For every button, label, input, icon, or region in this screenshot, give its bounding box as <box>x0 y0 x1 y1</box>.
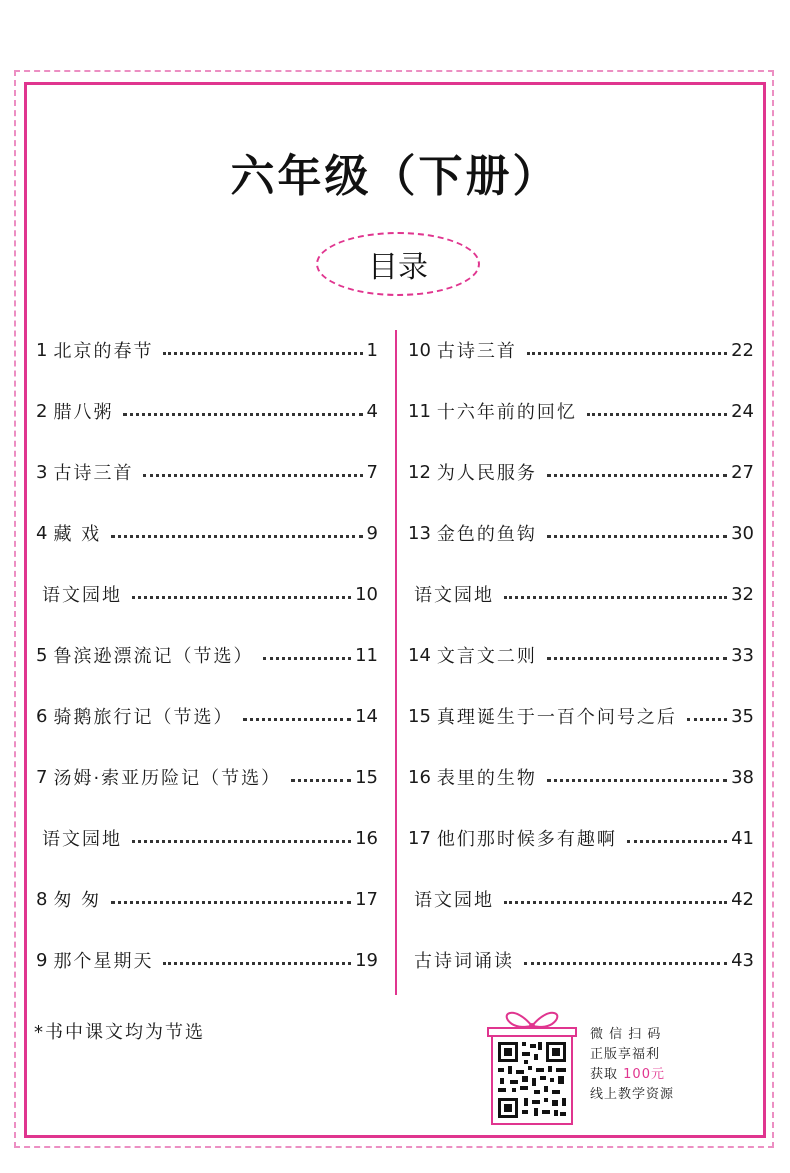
dot-leader <box>587 413 727 416</box>
dot-leader <box>132 596 351 599</box>
qr-code-icon <box>484 1002 580 1128</box>
toc-entry-page: 30 <box>731 522 754 544</box>
toc-entry-title: 古诗词诵读 <box>414 951 514 972</box>
toc-entry-page: 22 <box>731 339 754 361</box>
dot-leader <box>163 962 351 965</box>
toc-entry-page: 19 <box>355 949 378 971</box>
toc-entry[interactable]: 15 真理诞生于一百个问号之后 35 <box>408 696 754 736</box>
dot-leader <box>263 657 351 660</box>
toc-entry[interactable]: 12 为人民服务 27 <box>408 452 754 492</box>
toc-entry[interactable] <box>36 574 378 614</box>
toc-entry[interactable]: 2 腊八粥 4 <box>36 391 378 431</box>
toc-entry-title: 语文园地 <box>42 829 122 850</box>
toc-entry[interactable]: 8 匆 匆 17 <box>36 879 378 919</box>
dot-leader <box>504 596 727 599</box>
toc-entry-title: 腊八粥 <box>53 402 114 423</box>
toc-entry-title: 骑鹅旅行记（节选） <box>53 707 234 728</box>
toc-entry-title: 语文园地 <box>42 585 122 606</box>
toc-entry[interactable]: 13 金色的鱼钩 30 <box>408 513 754 553</box>
toc-entry-page: 4 <box>366 400 378 422</box>
dot-leader <box>547 474 727 477</box>
dot-leader <box>163 352 362 355</box>
toc-entry-page: 17 <box>355 888 378 910</box>
toc-entry-page: 9 <box>366 522 378 544</box>
toc-entry-title: 十六年前的回忆 <box>436 402 577 423</box>
toc-entry-title: 为人民服务 <box>436 463 537 484</box>
toc-entry[interactable]: 14 文言文二则 33 <box>408 635 754 675</box>
toc-entry-page: 32 <box>731 583 754 605</box>
dot-leader <box>132 840 351 843</box>
footnote: *书中课文均为节选 <box>34 1022 205 1043</box>
toc-entry-title: 金色的鱼钩 <box>436 524 537 545</box>
toc-entry-page: 16 <box>355 827 378 849</box>
gift-qr-box <box>484 1002 580 1128</box>
dot-leader <box>547 657 727 660</box>
dot-leader <box>547 535 727 538</box>
toc-entry[interactable]: 4 藏 戏 9 <box>36 513 378 553</box>
dot-leader <box>504 901 727 904</box>
toc-entry-title: 语文园地 <box>414 890 494 911</box>
toc-entry-title: 古诗三首 <box>436 341 517 362</box>
dot-leader <box>527 352 727 355</box>
toc-entry-title: 表里的生物 <box>436 768 537 789</box>
dot-leader <box>291 779 351 782</box>
toc-entry-title: 北京的春节 <box>53 341 154 362</box>
toc-entry-title: 鲁滨逊漂流记（节选） <box>53 646 254 667</box>
toc-entry-page: 11 <box>355 644 378 666</box>
toc-entry-page: 24 <box>731 400 754 422</box>
toc-entry-page: 42 <box>731 888 754 910</box>
toc-entry-title: 藏 戏 <box>53 524 102 545</box>
toc-entry-page: 7 <box>366 461 378 483</box>
toc-entry[interactable]: 16 表里的生物 38 <box>408 757 754 797</box>
dot-leader <box>111 535 362 538</box>
dot-leader <box>687 718 727 721</box>
column-divider <box>395 330 397 995</box>
toc-entry-title: 真理诞生于一百个问号之后 <box>436 707 677 728</box>
toc-entry[interactable]: 17 他们那时候多有趣啊 41 <box>408 818 754 858</box>
toc-entry-title: 匆 匆 <box>53 890 102 911</box>
toc-entry-page: 35 <box>731 705 754 727</box>
dot-leader <box>243 718 351 721</box>
toc-entry-page: 33 <box>731 644 754 666</box>
toc-entry-page: 10 <box>355 583 378 605</box>
toc-entry-page: 41 <box>731 827 754 849</box>
toc-entry[interactable] <box>36 818 378 858</box>
qr-promo-text: 微 信 扫 码 正版享福利 获取 100元 线上教学资源 <box>590 1027 675 1102</box>
toc-entry-page: 43 <box>731 949 754 971</box>
toc-entry[interactable]: 11 十六年前的回忆 24 <box>408 391 754 431</box>
toc-entry[interactable]: 7 汤姆·索亚历险记（节选） 15 <box>36 757 378 797</box>
toc-entry[interactable]: 10 古诗三首 22 <box>408 330 754 370</box>
toc-entry[interactable] <box>408 940 754 980</box>
toc-entry[interactable]: 6 骑鹅旅行记（节选） 14 <box>36 696 378 736</box>
dot-leader <box>547 779 727 782</box>
toc-entry[interactable]: 9 那个星期天 19 <box>36 940 378 980</box>
toc-entry-title: 他们那时候多有趣啊 <box>436 829 617 850</box>
toc-entry-page: 38 <box>731 766 754 788</box>
toc-entry-title: 汤姆·索亚历险记（节选） <box>53 768 282 789</box>
toc-entry-title: 文言文二则 <box>436 646 537 667</box>
toc-entry[interactable]: 5 鲁滨逊漂流记（节选） 11 <box>36 635 378 675</box>
dot-leader <box>524 962 727 965</box>
toc-entry-title: 那个星期天 <box>53 951 154 972</box>
page-title: 六年级（下册） <box>230 151 560 202</box>
dot-leader <box>111 901 351 904</box>
toc-entry-page: 15 <box>355 766 378 788</box>
toc-entry-title: 古诗三首 <box>53 463 134 484</box>
dot-leader <box>143 474 362 477</box>
toc-entry-title: 语文园地 <box>414 585 494 606</box>
toc-heading: 目录 <box>316 232 480 296</box>
toc-entry[interactable] <box>408 879 754 919</box>
toc-entry[interactable] <box>408 574 754 614</box>
toc-entry-page: 1 <box>366 339 378 361</box>
toc-entry-page: 14 <box>355 705 378 727</box>
toc-entry[interactable]: 3 古诗三首 7 <box>36 452 378 492</box>
toc-entry[interactable]: 1 北京的春节 1 <box>36 330 378 370</box>
dot-leader <box>123 413 362 416</box>
dot-leader <box>627 840 727 843</box>
toc-entry-page: 27 <box>731 461 754 483</box>
